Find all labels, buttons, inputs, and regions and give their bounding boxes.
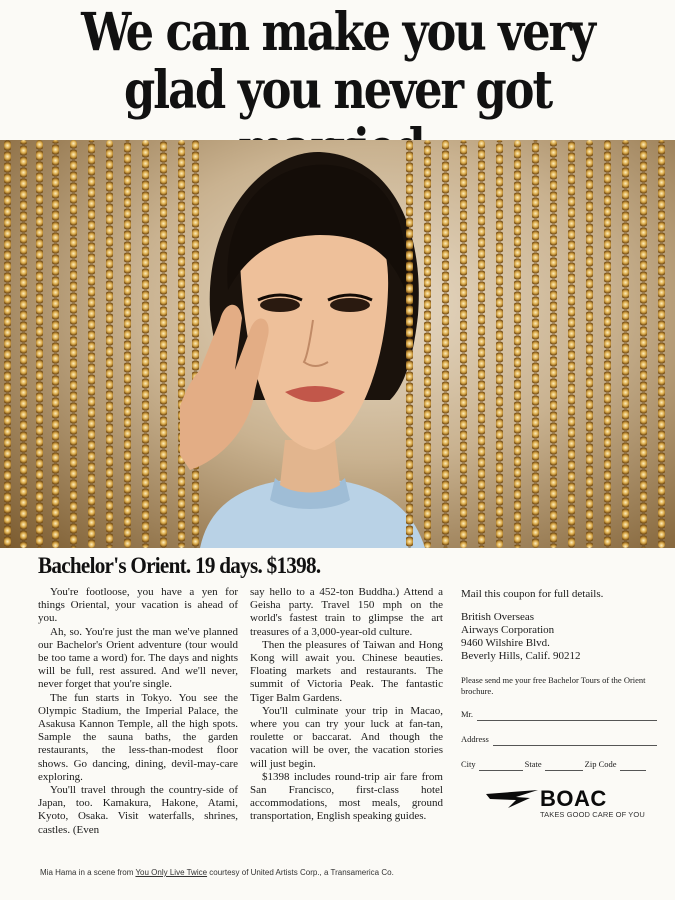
body-paragraph: Ah, so. You're just the man we've planned our Bachelor's Orient adventure (tour would be too tame a word) for. The days and nights will be full, rest assured. And we'll never, never forget that you're single.: [38, 625, 238, 691]
city-field-line[interactable]: [479, 761, 523, 771]
bead-strand: [604, 140, 611, 548]
body-paragraph: You'll culminate your trip in Macao, where you can try your luck at fan-tan, roulette or baccarat. And though the vacation will be over, the vacation stories will just begin.: [250, 704, 443, 770]
bead-strand: [36, 140, 43, 548]
bead-strand: [460, 140, 467, 548]
body-paragraph: $1398 includes round-trip air fare from San Francisco, first-class hotel accommodations, most meals, ground transportation, English speaking guides.: [250, 770, 443, 823]
credit-text-before: Mia Hama in a scene from: [40, 868, 136, 877]
state-field-line[interactable]: [545, 761, 583, 771]
address-field-line[interactable]: [493, 736, 657, 746]
bead-curtain-left: [0, 140, 200, 548]
city-field-label: City: [461, 759, 476, 769]
brand-name: BOAC: [540, 786, 607, 811]
bead-strand: [640, 140, 647, 548]
address-line: British Overseas: [461, 611, 535, 623]
bead-strand: [622, 140, 629, 548]
bead-strand: [20, 140, 27, 548]
coupon-address: [461, 611, 657, 663]
city-state-zip-field[interactable]: [461, 758, 657, 771]
bead-strand: [142, 140, 149, 548]
zip-field-line[interactable]: [620, 761, 646, 771]
bead-strand: [496, 140, 503, 548]
zip-field-label: Zip Code: [584, 759, 617, 769]
body-paragraph: Then the pleasures of Taiwan and Hong Kong will await you. Chinese beauties. Floating markets and restaurants. The summit of Victoria Peak. The fantastic Tiger Balm Gardens.: [250, 638, 443, 704]
bead-strand: [532, 140, 539, 548]
bead-strand: [568, 140, 575, 548]
bead-strand: [478, 140, 485, 548]
brand-tagline: TAKES GOOD CARE OF YOU: [540, 810, 645, 819]
body-paragraph: You're footloose, you have a yen for things Oriental, your vacation is ahead of you.: [38, 586, 238, 625]
photo-credit: [40, 868, 394, 877]
hero-photo: [0, 140, 675, 548]
bead-strand: [52, 140, 59, 548]
body-paragraph: say hello to a 452-ton Buddha.) Attend a Geisha party. Travel 150 mph on the world's fastest train to glimpse the art treasures of a 3,000-year-old culture.: [250, 586, 443, 638]
address-line: Airways Corporation: [461, 624, 555, 636]
body-column-2: [250, 586, 443, 824]
state-field-label: State: [524, 759, 542, 769]
bead-strand: [424, 140, 431, 548]
bead-curtain-right: [400, 140, 675, 548]
coupon-note: Please send me your free Bachelor Tours of the Orient brochure.: [461, 675, 646, 696]
name-field-line[interactable]: [477, 711, 657, 721]
address-line: 9460 Wilshire Blvd.: [461, 637, 550, 649]
address-field-label: Address: [461, 734, 489, 744]
coupon-title: Mail this coupon for full details.: [461, 588, 604, 600]
headline-line-1: We can make you very: [81, 2, 594, 63]
bead-strand: [586, 140, 593, 548]
headline-line-2: glad you never got: [123, 60, 552, 121]
credit-text-after: courtesy of United Artists Corp., a Transamerica Co.: [207, 868, 394, 877]
bead-strand: [406, 140, 413, 548]
bead-strand: [550, 140, 557, 548]
address-line: Beverly Hills, Calif. 90212: [461, 650, 581, 662]
speedbird-icon: [486, 790, 538, 808]
body-paragraph: You'll travel through the country-side of Japan, too. Kamakura, Hakone, Atami, Kyoto, Osaka. Visit waterfalls, shrines, castles. (Even: [38, 784, 238, 836]
bead-strand: [514, 140, 521, 548]
bead-strand: [70, 140, 77, 548]
name-field[interactable]: [461, 708, 657, 721]
name-field-label: Mr.: [461, 709, 474, 719]
bead-strand: [4, 140, 11, 548]
address-field[interactable]: [461, 733, 657, 746]
bead-strand: [658, 140, 665, 548]
mail-coupon: [461, 588, 657, 771]
bead-strand: [442, 140, 449, 548]
bead-strand: [124, 140, 131, 548]
body-paragraph: The fun starts in Tokyo. You see the Olympic Stadium, the Imperial Palace, the Asakusa Kannon Temple, all the high spots. Sample the sauna baths, the garden restaurants, the less-than-modest floor shows. Go dancing, dining, devil-may-care exploring.: [38, 691, 238, 783]
subhead: Bachelor's Orient. 19 days. $1398.: [38, 553, 321, 578]
bead-strand: [160, 140, 167, 548]
bead-strand: [106, 140, 113, 548]
credit-film-title: You Only Live Twice: [135, 868, 208, 877]
bead-strand: [88, 140, 95, 548]
body-column-1: [38, 586, 238, 837]
